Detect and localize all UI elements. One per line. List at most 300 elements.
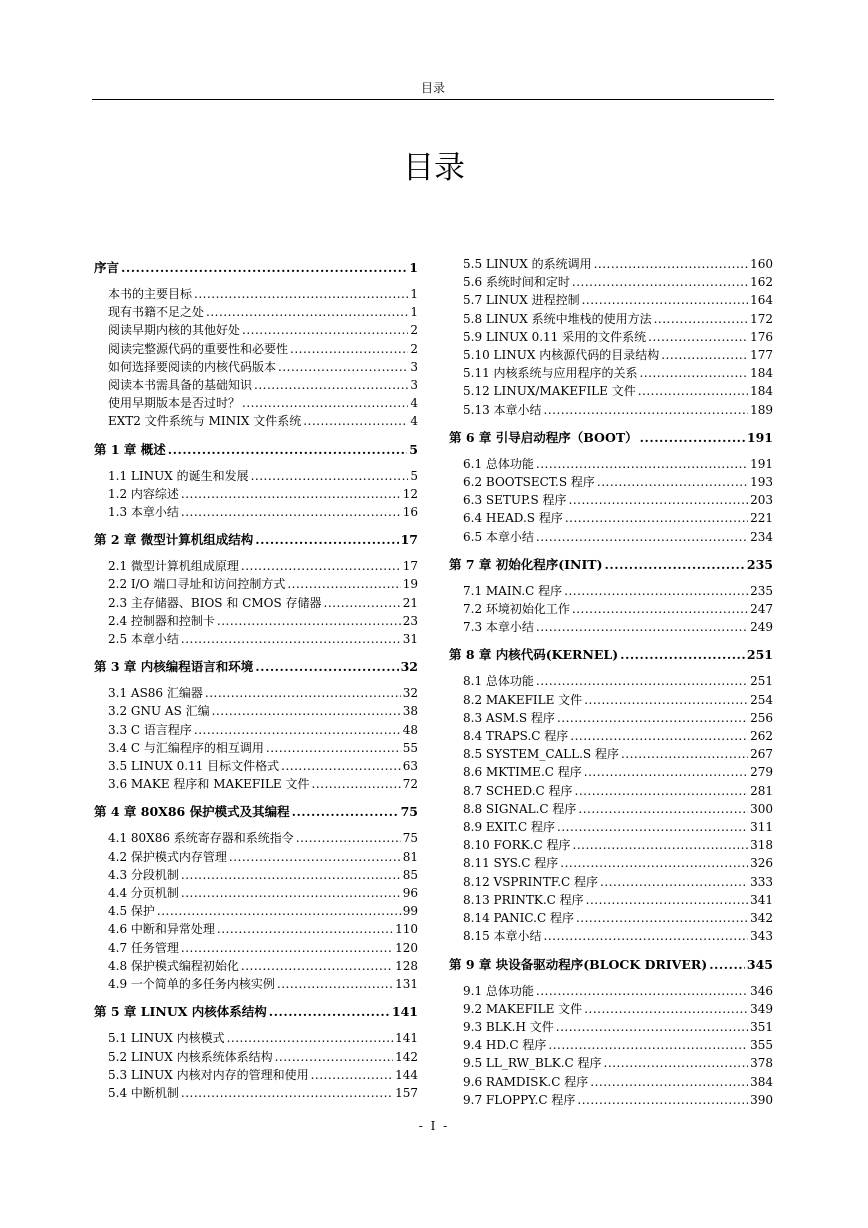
toc-chapter-page: 191 [746,429,773,445]
toc-entry-title: 3.1 AS86 汇编器 [108,686,203,701]
dot-leader [578,800,748,818]
toc-entry-title: 如何选择要阅读的内核代码版本 [108,359,277,374]
dot-leader [277,975,393,993]
dot-leader [576,909,748,927]
toc-entry[interactable] [449,291,773,309]
dot-leader [640,429,745,446]
toc-entry-title: 5.10 LINUX 内核源代码的目录结构 [463,348,660,363]
dot-leader [269,1003,390,1020]
dot-leader [212,702,401,720]
toc-entry-title: 5.12 LINUX/MAKEFILE 文件 [463,384,636,399]
dot-leader [605,556,745,573]
dot-leader [181,1084,393,1102]
toc-chapter-title: 第 3 章 内核编程语言和环境 [94,659,254,675]
toc-entry[interactable] [94,285,418,303]
toc-entry-page: 21 [402,595,418,610]
toc-entry[interactable] [449,854,773,872]
dot-leader [640,364,749,382]
toc-entry-page: 2 [410,323,418,338]
dot-leader [217,920,393,938]
toc-entry-page: 141 [395,1031,418,1046]
toc-chapter[interactable] [94,999,418,1029]
toc-entry-title: 8.2 MAKEFILE 文件 [463,692,583,707]
toc-entry-title: 8.9 EXIT.C 程序 [463,820,555,835]
toc-entry-page: 2 [410,341,418,356]
toc-entry-page: 23 [402,613,418,628]
toc-entry[interactable] [449,1036,773,1054]
toc-entry-page: 110 [395,922,418,937]
toc-entry-title: 4.8 保护模式编程初始化 [108,958,239,973]
toc-entry[interactable] [94,866,418,884]
dot-leader [572,600,748,618]
toc-chapter-title: 第 9 章 块设备驱动程序(BLOCK DRIVER) [449,956,708,972]
toc-entry[interactable] [94,467,418,485]
toc-entry-page: 390 [750,1092,773,1107]
toc-entry-page: 12 [402,486,418,501]
toc-chapter[interactable] [94,527,418,557]
toc-entry-title: 2.2 I/O 端口寻址和访问控制方式 [108,577,286,592]
toc-entry-title: 4.6 中断和异常处理 [108,922,215,937]
toc-chapter-group [94,654,418,799]
dot-leader [181,503,401,521]
toc-entry[interactable] [449,1091,773,1109]
toc-chapter-page: 141 [391,1004,418,1020]
dot-leader [575,782,749,800]
toc-right-column [449,255,773,1115]
toc-chapter-page: 17 [400,532,418,548]
toc-entry-page: 281 [750,783,773,798]
toc-chapter-group [94,437,418,528]
toc-entry[interactable] [449,927,773,945]
toc-entry[interactable] [449,273,773,291]
dot-leader [621,745,748,763]
toc-chapter[interactable] [449,952,773,982]
dot-leader [536,982,748,1000]
toc-entry[interactable] [449,763,773,781]
toc-entry-page: 162 [750,275,773,290]
dot-leader [594,255,749,273]
toc-entry-title: 1.3 本章小结 [108,505,179,520]
dot-leader [536,672,748,690]
toc-entry-page: 189 [750,402,773,417]
toc-entry-title: 2.3 主存储器、BIOS 和 CMOS 存储器 [108,595,322,610]
toc-entry-title: 本书的主要目标 [108,287,193,301]
toc-entry[interactable] [449,473,773,491]
toc-entry[interactable] [94,612,418,630]
toc-entry[interactable] [94,829,418,847]
toc-chapter-group [449,642,773,951]
dot-leader [536,455,748,473]
dot-leader [536,528,748,546]
toc-entry-page: 351 [750,1019,773,1034]
toc-chapter-title: 第 2 章 微型计算机组成结构 [94,532,254,548]
toc-entry-title: 8.8 SIGNAL.C 程序 [463,801,577,816]
toc-chapter-page: 235 [746,556,773,572]
toc-entry-title: 9.4 HD.C 程序 [463,1038,547,1053]
dot-leader [311,1066,394,1084]
dot-leader [266,739,401,757]
toc-entry-page: 349 [750,1001,773,1016]
dot-leader [661,346,748,364]
dot-leader [229,848,401,866]
toc-entry[interactable] [94,485,418,503]
toc-entry-page: 318 [750,838,773,853]
toc-entry-page: 164 [750,293,773,308]
toc-entry-title: 4.2 保护模式内存管理 [108,849,227,864]
toc-entry-title: 9.2 MAKEFILE 文件 [463,1001,583,1016]
toc-entry-page: 4 [410,414,418,429]
toc-entry-page: 221 [750,511,773,526]
toc-entry-page: 75 [402,831,418,846]
toc-entry[interactable] [94,503,418,521]
toc-entry-title: 阅读早期内核的其他好处 [108,323,241,338]
toc-entry-page: 3 [410,378,418,393]
dot-leader [569,491,749,509]
toc-entry-title: 8.15 本章小结 [463,929,542,944]
toc-entry[interactable] [94,702,418,720]
toc-entry-title: 8.1 总体功能 [463,674,534,689]
toc-entry-page: 142 [395,1049,418,1064]
toc-entry[interactable] [449,691,773,709]
toc-entry-title: 6.3 SETUP.S 程序 [463,493,567,508]
toc-entry[interactable] [449,364,773,382]
dot-leader [121,259,407,276]
toc-entry-title: 5.6 系统时间和定时 [463,275,570,290]
toc-entry-title: 9.7 FLOPPY.C 程序 [463,1092,576,1107]
toc-chapter[interactable] [449,642,773,672]
toc-chapter-title: 第 5 章 LINUX 内核体系结构 [94,1004,267,1020]
toc-chapter-page: 1 [409,260,418,275]
toc-entry-title: 9.1 总体功能 [463,983,534,998]
toc-entry[interactable] [449,582,773,600]
toc-chapter-title: 第 8 章 内核代码(KERNEL) [449,647,619,663]
toc-entry-page: 355 [750,1038,773,1053]
toc-entry[interactable] [449,401,773,419]
toc-entry-title: 8.7 SCHED.C 程序 [463,783,573,798]
toc-entry-title: 8.13 PRINTK.C 程序 [463,892,584,907]
toc-entry-page: 341 [750,892,773,907]
toc-entry-title: 8.11 SYS.C 程序 [463,856,559,871]
toc-entry-page: 247 [750,602,773,617]
toc-entry-title: 9.6 RAMDISK.C 程序 [463,1074,589,1089]
dot-leader [292,803,399,820]
toc-entry[interactable] [449,255,773,273]
toc-entry-page: 191 [750,456,773,471]
toc-entry-title: 3.4 C 与汇编程序的相互调用 [108,740,264,755]
dot-leader [312,775,401,793]
dot-leader [709,956,745,973]
dot-leader [181,866,401,884]
toc-entry-page: 38 [402,704,418,719]
dot-leader [157,902,401,920]
dot-leader [544,927,749,945]
toc-entry-title: 6.2 BOOTSECT.S 程序 [463,475,595,490]
toc-chapter-title: 第 4 章 80X86 保护模式及其编程 [94,804,290,820]
toc-entry[interactable] [94,1048,418,1066]
toc-entry[interactable] [94,358,418,376]
dot-leader [181,630,401,648]
toc-entry[interactable] [94,340,418,358]
toc-entry[interactable] [94,321,418,339]
toc-chapter-title: 第 7 章 初始化程序(INIT) [449,556,603,572]
dot-leader [544,401,749,419]
dot-leader [590,1073,748,1091]
toc-entry-page: 1 [410,287,418,301]
toc-entry-page: 262 [750,729,773,744]
toc-entry-title: 7.1 MAIN.C 程序 [463,583,563,598]
toc-entry-page: 96 [402,886,418,901]
dot-leader [573,836,749,854]
toc-entry[interactable] [449,782,773,800]
toc-entry-title: 4.9 一个简单的多任务内核实例 [108,977,275,992]
toc-entry[interactable] [449,600,773,618]
dot-leader [227,1029,394,1047]
toc-entry[interactable] [449,1073,773,1091]
toc-entry[interactable] [449,909,773,927]
toc-entry[interactable] [94,920,418,938]
toc-entry-page: 342 [750,911,773,926]
toc-entry[interactable] [449,1000,773,1018]
toc-entry[interactable] [94,594,418,612]
toc-entry-page: 184 [750,384,773,399]
toc-entry-page: 63 [402,759,418,774]
toc-entry-page: 157 [395,1085,418,1100]
toc-entry-page: 17 [402,559,418,574]
toc-entry[interactable] [449,818,773,836]
dot-leader [281,757,401,775]
toc-entry-page: 249 [750,620,773,635]
dot-leader [255,658,398,675]
toc-entry-page: 81 [402,849,418,864]
toc-entry[interactable] [449,836,773,854]
toc-entry-page: 72 [402,777,418,792]
toc-entry[interactable] [94,1066,418,1084]
toc-entry-page: 184 [750,366,773,381]
toc-entry-title: 2.5 本章小结 [108,632,179,647]
toc-entry-title: 3.3 C 语言程序 [108,722,192,737]
toc-entry[interactable] [94,575,418,593]
toc-entry-title: 4.3 分段机制 [108,867,179,882]
toc-entry-title: 8.14 PANIC.C 程序 [463,911,574,926]
toc-chapter[interactable] [94,654,418,684]
toc-entry-page: 128 [395,958,418,973]
dot-leader [586,891,748,909]
toc-chapter-page: 32 [400,659,418,675]
dot-leader [564,582,748,600]
toc-entry-title: 2.4 控制器和控制卡 [108,613,215,628]
toc-entry-page: 384 [750,1074,773,1089]
toc-entry[interactable] [94,630,418,648]
toc-entry-page: 144 [395,1067,418,1082]
toc-entry-page: 378 [750,1056,773,1071]
running-header: 目录 [420,81,445,95]
toc-entry-page: 131 [395,977,418,992]
dot-leader [241,557,401,575]
dot-leader [278,358,408,376]
toc-entry-title: 5.13 本章小结 [463,402,542,417]
dot-leader [620,646,745,663]
toc-entry-title: 5.5 LINUX 的系统调用 [463,257,592,271]
toc-entry-title: 1.1 LINUX 的诞生和发展 [108,468,249,483]
toc-entry[interactable] [449,873,773,891]
toc-entry[interactable] [449,1054,773,1072]
toc-entry-title: 阅读完整源代码的重要性和必要性 [108,341,289,356]
toc-chapter[interactable] [449,425,773,455]
toc-entry[interactable] [449,491,773,509]
toc-entry[interactable] [94,757,418,775]
toc-entry[interactable] [449,982,773,1000]
toc-entry-title: 2.1 微型计算机组成原理 [108,559,239,574]
dot-leader [205,684,401,702]
toc-entry[interactable] [94,376,418,394]
toc-entry-title: 5.4 中断机制 [108,1085,179,1100]
toc-entry-title: 现有书籍不足之处 [108,305,205,320]
dot-leader [548,1036,748,1054]
dot-leader [557,818,748,836]
dot-leader [181,884,401,902]
dot-leader [296,829,401,847]
dot-leader [648,328,748,346]
toc-chapter-title: 第 1 章 概述 [94,441,166,457]
toc-entry-page: 32 [402,686,418,701]
toc-chapter-group [94,527,418,654]
toc-entry-page: 326 [750,856,773,871]
dot-leader [582,291,749,309]
toc-entry-page: 256 [750,710,773,725]
dot-leader [557,709,748,727]
toc-entry[interactable] [449,618,773,636]
toc-chapter-group [449,425,773,552]
toc-entry-title: 7.3 本章小结 [463,620,534,635]
toc-entry-page: 48 [402,722,418,737]
toc-entry-title: 使用早期版本是否过时？ [108,396,241,411]
toc-entry[interactable] [94,303,418,321]
toc-entry-page: 251 [750,674,773,689]
toc-entry-page: 177 [750,348,773,363]
dot-leader [604,1054,749,1072]
toc-entry[interactable] [449,745,773,763]
toc-entry[interactable] [449,382,773,400]
dot-leader [290,340,408,358]
toc-entry-title: 8.10 FORK.C 程序 [463,838,571,853]
toc-chapter-page: 75 [400,804,418,820]
toc-entry-page: 279 [750,765,773,780]
toc-entry[interactable] [449,800,773,818]
toc-entry-page: 254 [750,692,773,707]
toc-entry[interactable] [94,902,418,920]
toc-entry[interactable] [94,884,418,902]
dot-leader [584,1000,748,1018]
toc-entry[interactable] [94,684,418,702]
toc-chapter-title: 序言 [94,260,120,275]
toc-entry-page: 193 [750,475,773,490]
toc-entry[interactable] [449,528,773,546]
toc-chapter[interactable] [94,255,418,285]
toc-chapter[interactable] [449,552,773,582]
dot-leader [556,1018,748,1036]
page-title: 目录 [403,150,465,186]
dot-leader [570,727,748,745]
toc-entry-page: 19 [402,577,418,592]
dot-leader [536,618,748,636]
dot-leader [638,382,748,400]
toc-entry-page: 5 [410,468,418,483]
toc-entry-title: 6.4 HEAD.S 程序 [463,511,563,526]
toc-entry-title: 5.1 LINUX 内核模式 [108,1031,225,1046]
toc-chapter-group [94,255,418,437]
toc-entry[interactable] [449,709,773,727]
dot-leader [287,575,400,593]
toc-entry-page: 176 [750,329,773,344]
toc-entry[interactable] [94,557,418,575]
toc-entry[interactable] [94,975,418,993]
dot-leader [206,303,408,321]
toc-entry-page: 267 [750,747,773,762]
dot-leader [324,594,401,612]
toc-entry[interactable] [449,455,773,473]
toc-entry[interactable] [94,957,418,975]
toc-entry[interactable] [449,509,773,527]
toc-entry-title: 8.12 VSPRINTF.C 程序 [463,874,599,889]
toc-entry-page: 85 [402,867,418,882]
toc-entry[interactable] [449,1018,773,1036]
toc-entry[interactable] [94,939,418,957]
toc-entry[interactable] [94,1029,418,1047]
toc-entry-page: 300 [750,801,773,816]
toc-entry-title: 5.11 内核系统与应用程序的关系 [463,366,638,381]
toc-entry[interactable] [94,721,418,739]
page-number: - I - [418,1119,450,1133]
dot-leader [275,1048,394,1066]
toc-chapter-group [449,552,773,643]
toc-entry-title: 1.2 内容综述 [108,486,179,501]
toc-entry[interactable] [449,672,773,690]
toc-entry[interactable] [449,727,773,745]
toc-entry-page: 1 [410,305,418,320]
toc-entry-page: 203 [750,493,773,508]
toc-entry-title: 7.2 环境初始化工作 [463,602,570,617]
toc-entry[interactable] [94,848,418,866]
toc-entry[interactable] [449,891,773,909]
toc-entry-title: 3.2 GNU AS 汇编 [108,704,210,719]
dot-leader [217,612,401,630]
toc-entry[interactable] [94,775,418,793]
toc-entry[interactable] [94,739,418,757]
toc-entry-page: 31 [402,632,418,647]
toc-entry[interactable] [94,1084,418,1102]
toc-chapter[interactable] [94,799,418,829]
toc-entry[interactable] [449,346,773,364]
toc-entry[interactable] [449,310,773,328]
toc-left-column [94,255,418,1108]
dot-leader [242,321,408,339]
toc-entry-page: 343 [750,929,773,944]
dot-leader [565,509,748,527]
toc-entry-page: 234 [750,529,773,544]
dot-leader [241,957,393,975]
dot-leader [303,412,408,430]
toc-entry[interactable] [449,328,773,346]
toc-chapter[interactable] [94,437,418,467]
toc-chapter-group [94,799,418,999]
toc-entry-title: 3.6 MAKE 程序和 MAKEFILE 文件 [108,777,310,792]
toc-entry-title: 8.3 ASM.S 程序 [463,710,555,725]
toc-entry-title: 4.4 分页机制 [108,886,179,901]
toc-entry-title: 阅读本书需具备的基础知识 [108,378,253,393]
toc-chapter-group [94,999,418,1108]
toc-entry[interactable] [94,412,418,430]
toc-entry[interactable] [94,394,418,412]
